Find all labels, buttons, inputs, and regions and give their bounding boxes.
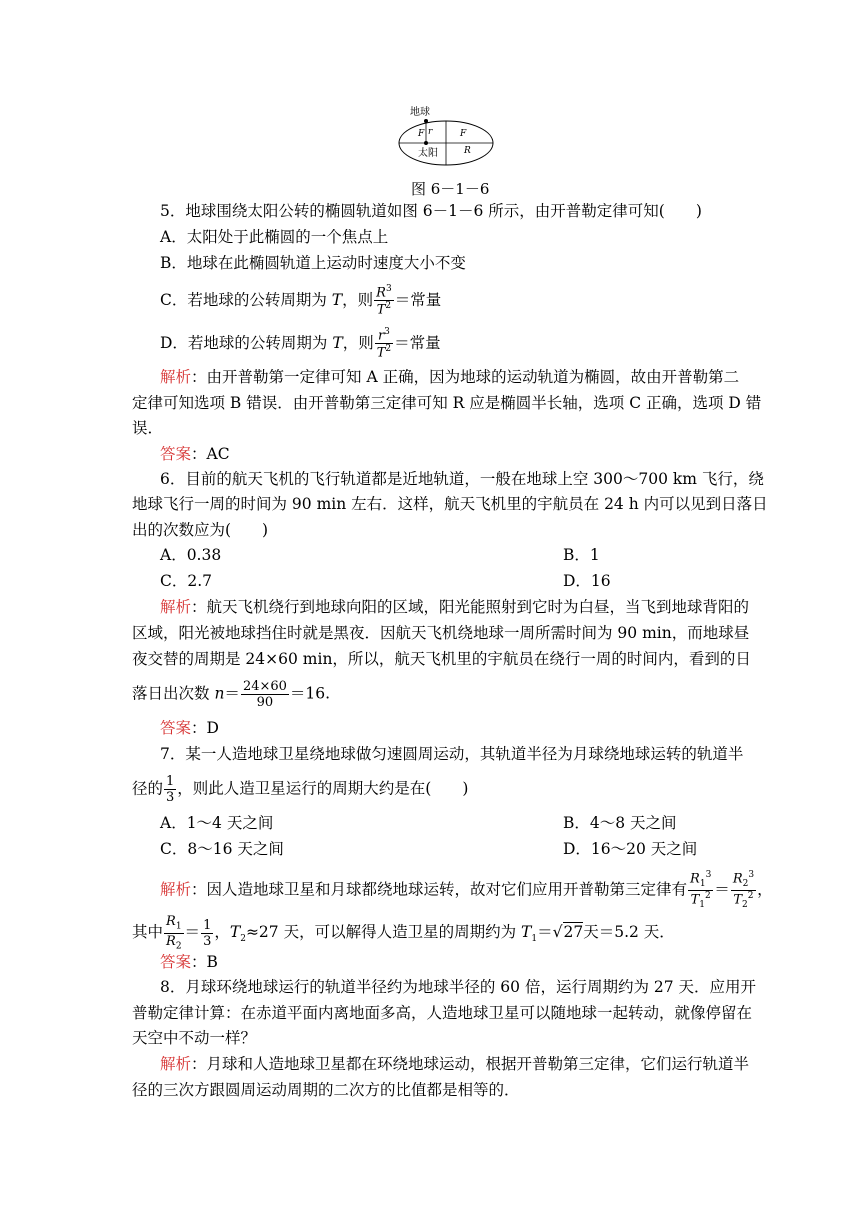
earth-dot — [424, 119, 428, 123]
sun-dot — [424, 141, 428, 145]
q5-analysis-line-1: 解析：由开普勒第一定律可知 A 正确，因为地球的运动轨道为椭圆，故由开普勒第二 — [160, 368, 740, 386]
q5-option-d: D．若地球的公转周期为 T，则 $\frac{r^3}{T^2}$ ＝常量 — [160, 327, 441, 361]
q7-kepler-right-fraction: $\frac{R_2^3}{T_2^2}$ — [732, 870, 755, 910]
q5-d-fraction: $\frac{r^3}{T^2}$ — [376, 327, 392, 361]
q7-one-third-fraction: $\frac{1}{3}$ — [166, 774, 175, 805]
q6-stem-line-2: 地球飞行一周的时间为 90 min 左右．这样，航天飞机里的宇航员在 24 h 内可以见到日落日 — [132, 495, 768, 513]
q5-analysis-line-3: 误． — [132, 419, 164, 437]
q8-stem-line-2: 普勒定律计算：在赤道平面内离地面多高，人造地球卫星可以随地球一起转动，就像停留在 — [132, 1004, 753, 1022]
q6-analysis-line-3: 夜交替的周期是 24×60 min，所以，航天飞机里的宇航员在绕行一周的时间内，看到的日 — [132, 650, 751, 668]
q6-stem-line-3: 出的次数应为( ) — [132, 521, 269, 539]
q7-stem-line-1: 7．某一人造地球卫星绕地球做匀速圆周运动，其轨道半径为月球绕地球运转的轨道半 — [160, 745, 744, 763]
q5-stem: 5．地球围绕太阳公转的椭圆轨道如图 6－1－6 所示，由开普勒定律可知( ) — [160, 202, 702, 220]
analysis-label: 解析 — [160, 1055, 192, 1073]
focus-right-label: F — [460, 129, 467, 139]
q6-option-c: C．2.7 — [160, 572, 213, 590]
answer-label: 答案 — [160, 445, 192, 463]
q7-option-b: B．4～8 天之间 — [563, 814, 677, 832]
q7-ratio-value-fraction: $\frac{1}{3}$ — [203, 917, 212, 949]
q6-option-b: B．1 — [563, 546, 600, 564]
focus-left-label: F — [418, 129, 425, 139]
q7-options-row-1 — [160, 813, 677, 833]
q7-option-d: D．16～20 天之间 — [563, 840, 698, 858]
analysis-label: 解析 — [160, 880, 192, 899]
q7-option-c: C．8～16 天之间 — [160, 840, 284, 858]
figure-caption: 图 6－1－6 — [411, 180, 490, 198]
q5-answer: 答案：AC — [160, 445, 230, 463]
q6-analysis-line-1: 解析：航天飞机绕行到地球向阳的区域，阳光能照射到它时为白昼，当飞到地球背阳的 — [160, 598, 750, 616]
sun-label: 太阳 — [418, 148, 438, 159]
answer-label: 答案 — [160, 719, 192, 737]
q6-answer: 答案：D — [160, 719, 219, 737]
q8-analysis-line-1: 解析：月球和人造地球卫星都在环绕地球运动，根据开普勒第三定律，它们运行轨道半 — [160, 1055, 750, 1073]
q6-count-fraction: $\frac{24\times 60}{90}$ — [242, 679, 287, 710]
answer-label: 答案 — [160, 953, 192, 971]
earth-label: 地球 — [410, 107, 430, 118]
q5-c-fraction: $\frac{R^3}{T^2}$ — [376, 284, 392, 318]
q8-analysis-line-2: 径的三次方跟圆周运动周期的二次方的比值都是相等的． — [132, 1081, 520, 1099]
q6-analysis-line-4: 落日出次数 n＝ $\frac{24\times 60}{90}$ ＝16. — [132, 679, 331, 710]
q6-analysis-line-2: 区域，阳光被地球挡住时就是黑夜．因航天飞机绕地球一周所需时间为 90 min，而地球昼 — [132, 624, 750, 642]
q5-option-c: C．若地球的公转周期为 T，则 $\frac{R^3}{T^2}$ ＝常量 — [160, 284, 442, 318]
q5-analysis-line-2: 定律可知选项 B 错误．由开普勒第三定律可知 R 应是椭圆半长轴，选项 C 正确，选项 D 错 — [132, 394, 762, 412]
q7-analysis-line-1: 解析：因人造地球卫星和月球都绕地球运转，故对它们应用开普勒第三定律有 $\frac{R_1^3}{T_1^2}$ ＝ $\frac{R_2^3}{T_2^2}$ ， — [160, 870, 773, 910]
q5-option-b: B．地球在此椭圆轨道上运动时速度大小不变 — [160, 254, 466, 272]
q6-options-row-2 — [160, 571, 611, 591]
q7-options-row-2 — [160, 839, 698, 859]
q8-stem-line-3: 天空中不动一样？ — [132, 1029, 257, 1047]
q6-option-d: D．16 — [563, 572, 611, 590]
orbit-diagram — [396, 103, 496, 167]
q7-answer: 答案：B — [160, 953, 218, 971]
q8-stem-line-1: 8．月球环绕地球运行的轨道半径约为地球半径的 60 倍，运行周期约为 27 天．应用开 — [160, 978, 757, 996]
q5-option-a: A．太阳处于此椭圆的一个焦点上 — [160, 228, 389, 246]
sqrt-sign: √ — [552, 923, 563, 942]
q6-options-row-1 — [160, 545, 600, 565]
q6-option-a: A．0.38 — [160, 546, 222, 564]
q7-radius-ratio-fraction: $\frac{R_1}{R_2}$ — [166, 914, 182, 952]
R-label: R — [464, 146, 471, 156]
analysis-label: 解析 — [160, 598, 192, 616]
r-label: r — [428, 127, 433, 137]
q7-option-a: A．1～4 天之间 — [160, 814, 274, 832]
q6-stem-line-1: 6．目前的航天飞机的飞行轨道都是近地轨道，一般在地球上空 300～700 km 飞行，绕 — [160, 470, 764, 488]
q7-kepler-left-fraction: $\frac{R_1^3}{T_1^2}$ — [690, 870, 712, 910]
analysis-label: 解析 — [160, 368, 192, 386]
q7-analysis-line-2: 其中 $\frac{R_1}{R_2}$ ＝ $\frac{1}{3}$ ，$T_2\approx 27$ 天，可以解得人造卫星的周期约为 $T_1=√27$天＝5.2 天． — [132, 914, 675, 952]
q7-stem-line-2: 径的 $\frac{1}{3}$ ，则此人造卫星运行的周期大约是在( ) — [132, 774, 469, 805]
